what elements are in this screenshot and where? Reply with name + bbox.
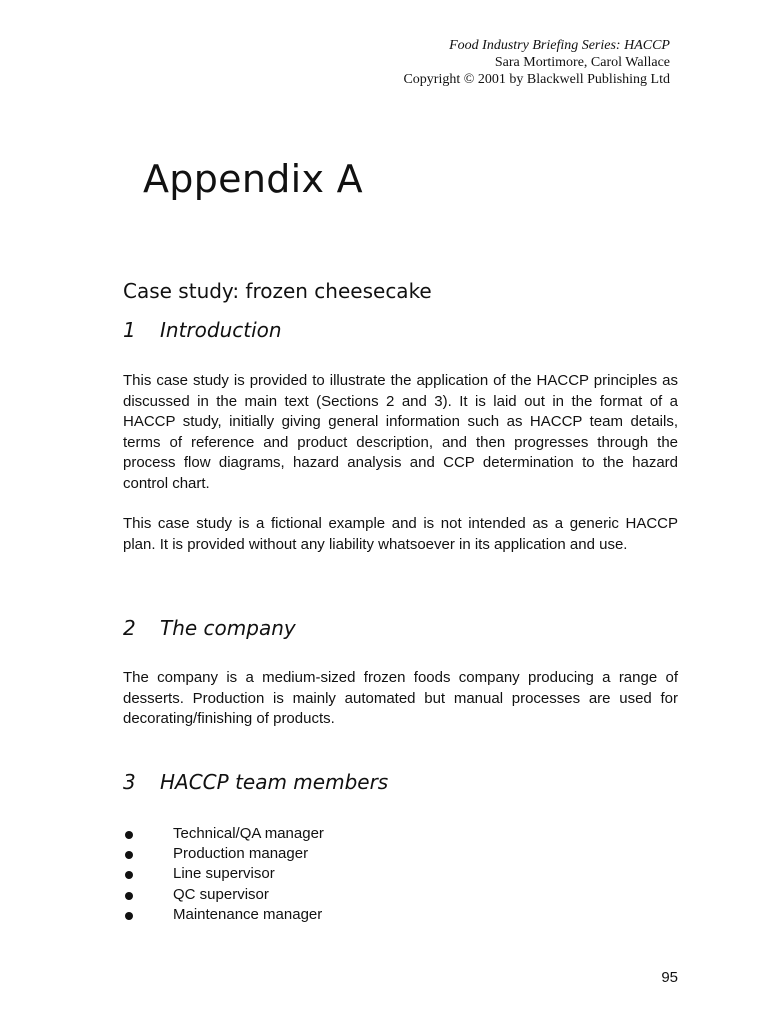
introduction-paragraph-1: This case study is provided to illustrate the application of the HACCP principles as discussed in the main text (Sections 2 and 3). It is laid out in the format of a HACCP study, initially giving general information such as HACCP team details, terms of reference and product description, and then progresses through the process flow diagrams, hazard analysis and CCP determination to the hazard control chart. <box>123 372 678 492</box>
section-heading-introduction <box>123 316 282 344</box>
series-title: Food Industry Briefing Series: HACCP <box>449 38 670 53</box>
section-heading-haccp-team <box>123 768 388 796</box>
list-item-label: Maintenance manager <box>173 905 323 923</box>
section-number: 1 <box>123 318 136 342</box>
bullet-icon <box>125 912 133 920</box>
copyright-line: Copyright © 2001 by Blackwell Publishing Ltd <box>403 72 670 87</box>
bullet-icon <box>125 871 133 879</box>
section-heading-company <box>123 614 296 642</box>
running-header <box>403 37 670 88</box>
introduction-paragraph-2: This case study is a fictional example and is not intended as a generic HACCP plan. It is provided without any liability whatsoever in its application and use. <box>123 515 678 553</box>
team-members-list <box>123 824 324 925</box>
bullet-icon <box>125 892 133 900</box>
list-item-label: Line supervisor <box>173 865 275 883</box>
bullet-icon <box>125 831 133 839</box>
list-item-label: Production manager <box>173 845 309 863</box>
bullet-icon <box>125 851 133 859</box>
section-title: Introduction <box>160 318 282 342</box>
list-item-label: QC supervisor <box>173 885 269 903</box>
case-study-subtitle: Case study: frozen cheesecake <box>123 279 432 303</box>
page-number: 95 <box>661 969 678 986</box>
section-number: 3 <box>123 770 136 794</box>
list-item <box>123 885 324 905</box>
section-number: 2 <box>123 616 136 640</box>
list-item <box>123 864 324 884</box>
list-item-label: Technical/QA manager <box>173 825 324 842</box>
list-item <box>123 844 324 864</box>
appendix-title: Appendix A <box>143 157 363 201</box>
list-item <box>123 824 324 844</box>
list-item <box>123 905 324 925</box>
company-paragraph: The company is a medium-sized frozen foods company producing a range of desserts. Production is mainly automated but manual processes are used for decorating/finishing of products. <box>123 669 678 727</box>
section-title: HACCP team members <box>160 770 389 794</box>
authors-line: Sara Mortimore, Carol Wallace <box>494 55 670 70</box>
section-title: The company <box>160 616 296 640</box>
